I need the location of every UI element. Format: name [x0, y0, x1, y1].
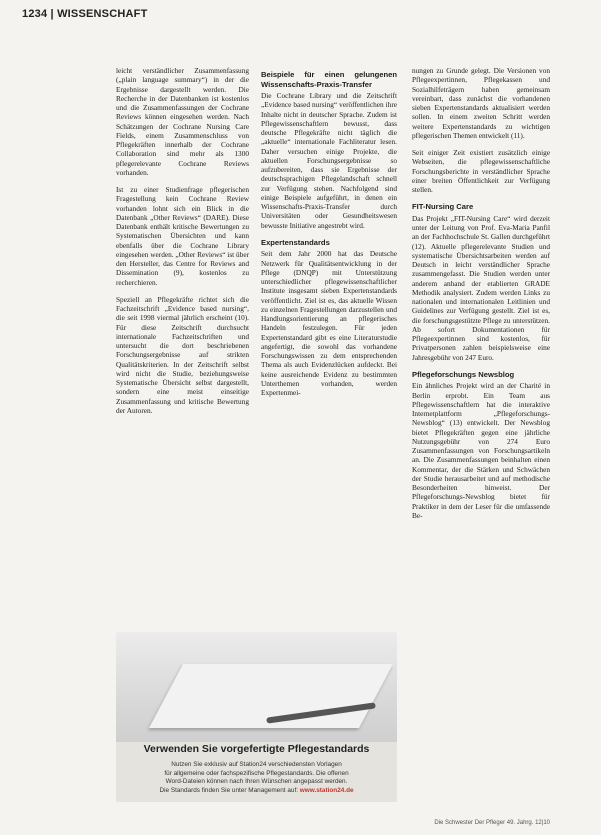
paragraph: leicht verständlicher Zusammenfassung („plain language summary“) in der die Ergebnisse dargestellt werden. Die Recherche in der Datenbanken ist kostenlos und die Zusammenfassungen der Cochrane Reviews können eingesehen werden. Nach Schätzungen der Cochrane Nursing Care Fields, einem Zusammenschluss von Pflegekräften innerhalb der Cochrane Collaboration sind mehr als 1300 pflegerelevante Cochrane Reviews vorhanden.	[116, 66, 249, 177]
ad-photo	[116, 632, 397, 742]
section-heading: Pflegeforschungs Newsblog	[412, 369, 515, 379]
column-left	[116, 66, 249, 423]
paragraph: Ist zu einer Studienfrage pflegerischen Fragestellung kein Cochrane Review vorhanden lohnt sich ein Blick in die Datenbank „Other Reviews“ (DARE). Diese Datenbank enthält kritische Bewertungen zu Systematischen Übersichten und kann ebenfalls über die Cochrane Library eingesehen werden. „Other Reviews“ ist über den Hersteller, das Centre for Reviews and Dissemination (9), kostenlos zu recherchieren.	[116, 185, 249, 287]
paragraph: Das Projekt „FIT-Nursing Care“ wird derzeit unter der Leitung von Prof. Eva-Maria Panfil an der Fachhochschule St. Gallen durchgeführt (12). Aktuelle pflegerelevante Studien und systematische Übersichtsarbeiten werden auf Deutsch in leicht verständlicher Sprache zusammengefasst. Die Studien werden unter anderem anhand der etablierten GRADE Methodik analysiert. Zudem werden Links zu nationalen und internationalen Leitlinien und Guidelines zur Verfügung gestellt. Ziel ist es, die forschungsgestützte Pflege zu unterstützen. Ab sofort Dokumentationen für Pflegeexpertinnen sind kostenlos, für Privatpersonen zahlen beispielsweise eine Jahresgebühr von 247 Euro.	[412, 213, 550, 362]
ad-title: Verwenden Sie vorgefertigte Pflegestandards	[143, 743, 370, 755]
page-number: 1234	[22, 8, 48, 20]
section-heading: Beispiele für einen gelungenen Wissenschafts-Praxis-Transfer	[261, 70, 397, 89]
ad-body	[130, 761, 383, 795]
ad-line-with-url	[130, 787, 383, 796]
ad-line: Nutzen Sie exklusiv auf Station24 verschiedensten Vorlagen	[171, 761, 342, 768]
ad-url-link[interactable]: www.station24.de	[299, 786, 354, 794]
ad-line: Die Standards finden Sie unter Management auf:	[159, 786, 299, 794]
column-right	[412, 66, 550, 528]
page-footer: Die Schwester Der Pfleger 49. Jahrg. 12|10	[434, 820, 550, 826]
advertisement-box	[116, 632, 397, 802]
page-header	[22, 8, 148, 24]
paragraph: Seit einiger Zeit existiert zusätzlich einige Webseiten, die pflegewissenschaftliche Forschungsberichte in verständlicher Sprache einer breiten Öffentlichkeit zur Verfügung stellen.	[412, 148, 550, 194]
paragraph: nungen zu Grunde gelegt. Die Versionen von Pflegeexpertinnen, Pflegekassen und Sozialhilfeträgern haben gemeinsam vereinbart, dass zunächst die vorhandenen sieben Expertenstandards aktualisiert werden sollen. In einem zweiten Schritt werden weitere Expertenstandards zu wichtigen pflegerischen Themen entwickelt (11).	[412, 66, 550, 140]
section-heading: FIT-Nursing Care	[412, 202, 474, 212]
section-title: WISSENSCHAFT	[57, 8, 148, 20]
header-divider: |	[50, 8, 58, 20]
paragraph: Die Cochrane Library und die Zeitschrift „Evidence based nursing“ veröffentlichen ihre Inhalte nicht in deutscher Sprache. Zudem ist Pflegewissenschaftlern bewusst, dass deutsche Pflegekräfte nicht täglich die „aktuelle“ internationale Fachliteratur lesen. Daher versuchen einige Projekte, die aktuellen Forschungsergebnisse so aufzubereiten, dass sie Ergebnisse der deutschsprachigen Pflegelandschaft schnell zur Verfügung stehen. Nachfolgend sind einige Beispiele aufgeführt, in denen ein Wissenschafts-Praxis-Transfer durch Universitäten oder Gesundheitswesen bewusste Initiative angestrebt wird.	[261, 91, 397, 230]
ad-line: für allgemeine oder fachspezifische Pflegestandards. Die offenen	[164, 769, 349, 777]
paragraph: Ein ähnliches Projekt wird an der Charité in Berlin erprobt. Ein Team aus Pflegewissenschaftlern hat die interaktive Internetplattform „Pflegeforschungs-Newsblog“ (13) entwickelt. Der Newsblog bietet Pflegekräften gegen eine jährliche Nutzungsgebühr von 274 Euro Zusammenfassungen von Forschungsartikeln an. Die Zusammenfassungen beinhalten einen Kommentar, der die Stärken und Schwächen der Studie herausarbeitet und auf methodische Besonderheiten hinweist. Der Pflegeforschungs-Newsblog bietet für Praktiker in dem der Leser für die umfassende Be-	[412, 381, 550, 520]
paragraph: Seit dem Jahr 2000 hat das Deutsche Netzwerk für Qualitätsentwicklung in der Pflege (DNQP) mit Unterstützung unterschiedlicher pflegewissenschaftlicher Institute insgesamt sieben Expertenstandards veröffentlicht. Ziel ist es, das aktuelle Wissen zu einzelnen Fragestellungen darzustellen und Handlungsorientierung an pflegerisches Handeln festzulegen. Für jeden Expertenstandard gibt es eine Literaturstudie angefertigt, die sowohl das vorhandene Forschungswissen zu dem entsprechenden Thema als auch Evidenzlücken aufdeckt. Bei keine ausreichende Evidenz zu bestimmten Unterthemen vorhanden, werden Expertenmei-	[261, 249, 397, 397]
section-heading: Expertenstandards	[261, 237, 330, 247]
ad-line: Word-Dateien können nach Ihren Wünschen angepasst werden.	[165, 778, 348, 786]
paragraph: Speziell an Pflegekräfte richtet sich die Fachzeitschrift „Evidence based nursing“, die seit 1998 viermal jährlich erscheint (10). Für diese Zeitschrift durchsucht internationale Fachzeitschriften und untersucht die dort beschriebenen Forschungsergebnisse auf strikten Qualitätskriterien. In der Zeitschrift selbst wird nicht die Studie, beziehungsweise Systematische Übersicht selbst dargestellt, sondern eine meist einseitige Zusammenfassung und kritische Bewertung der Autoren.	[116, 294, 249, 415]
column-middle	[261, 66, 397, 405]
